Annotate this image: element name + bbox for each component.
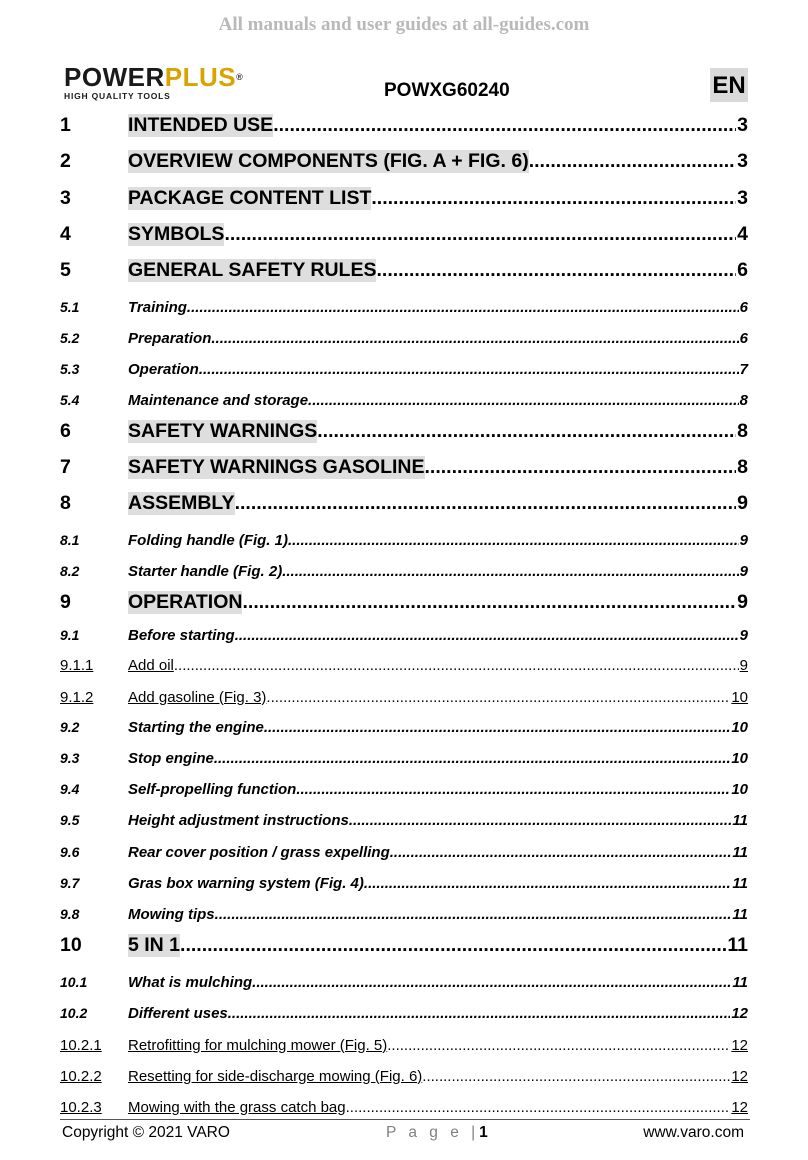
toc-entry[interactable] [60,525,748,555]
toc-entry-page: 11 [732,874,748,892]
toc-entry-title: SAFETY WARNINGS [128,419,318,442]
footer-divider [60,1119,750,1120]
toc-entry-page: 9 [739,562,748,580]
toc-dot-leader [224,223,736,246]
toc-entry-page: 11 [732,905,748,923]
toc-dot-leader [252,974,731,991]
toc-entry-title: Before starting [128,626,235,644]
toc-entry-page: 10 [731,688,748,706]
toc-entry[interactable] [60,385,748,415]
toc-dot-leader [266,689,730,706]
toc-entry-page: 3 [737,186,748,209]
toc-entry[interactable] [60,805,748,835]
toc-entry-number: 5.2 [60,330,80,346]
watermark-text: All manuals and user guides at all-guides.com [218,14,590,35]
toc-entry-page: 6 [739,298,748,316]
toc-entry-number: 8.2 [60,563,80,579]
toc-entry[interactable] [60,323,748,353]
toc-entry-number: 9.6 [60,844,80,860]
toc-entry[interactable] [60,110,748,140]
toc-dot-leader [376,259,736,282]
toc-entry-number: 5.4 [60,392,80,408]
toc-entry[interactable] [60,868,748,898]
toc-entry[interactable] [60,219,748,249]
toc-dot-leader [235,627,739,644]
toc-entry[interactable] [60,837,748,867]
toc-entry-page: 10 [731,718,748,736]
toc-entry-number: 9.4 [60,781,80,797]
toc-entry-number: 10.2.2 [60,1067,102,1085]
footer-website: www.varo.com [643,1124,744,1141]
toc-dot-leader [211,330,738,347]
toc-entry-page: 8 [739,391,748,409]
toc-dot-leader [425,456,737,479]
toc-entry-page: 12 [731,1098,748,1116]
toc-entry[interactable] [60,930,748,960]
toc-entry-number: 9.7 [60,875,80,891]
toc-entry-title: Starting the engine [128,718,264,736]
toc-entry-number: 10 [60,933,82,956]
toc-entry-title: Stop engine [128,749,214,767]
toc-entry[interactable] [60,183,748,213]
toc-entry-title: GENERAL SAFETY RULES [128,258,377,281]
toc-entry-title: OPERATION [128,590,243,613]
toc-entry-page: 9 [737,491,748,514]
toc-entry-page: 11 [732,843,748,861]
toc-entry-title: Maintenance and storage [128,391,309,409]
toc-entry-title: SAFETY WARNINGS GASOLINE [128,455,425,478]
toc-entry-title: Height adjustment instructions [128,811,349,829]
toc-entry-number: 10.2.1 [60,1036,102,1054]
toc-entry-title: Resetting for side-discharge mowing (Fig. 6) [128,1067,423,1085]
toc-entry-title: Training [128,298,187,316]
language-badge: EN [710,68,748,102]
toc-dot-leader [422,1068,730,1085]
toc-dot-leader [273,114,736,137]
toc-dot-leader [199,361,739,378]
toc-entry-page: 10 [731,780,748,798]
toc-entry[interactable] [60,967,748,997]
toc-entry-number: 8 [60,491,71,514]
toc-entry-number: 9.5 [60,812,80,828]
toc-entry-page: 12 [731,1004,748,1022]
toc-entry-title: Mowing tips [128,905,215,923]
toc-dot-leader [349,812,732,829]
footer-page-label: P a g e | [386,1124,480,1141]
toc-entry-number: 4 [60,222,71,245]
toc-entry-page: 9 [739,531,748,549]
toc-entry-number: 2 [60,149,71,172]
toc-entry-page: 9 [737,590,748,613]
toc-entry-number: 5.3 [60,361,80,377]
toc-entry[interactable] [60,488,748,518]
toc-dot-leader [390,844,732,861]
toc-entry[interactable] [60,354,748,384]
toc-entry-page: 4 [737,222,748,245]
toc-dot-leader [242,591,736,614]
toc-dot-leader [308,392,739,409]
toc-entry-page: 3 [737,149,748,172]
toc-entry-number: 10.2.3 [60,1098,102,1116]
toc-dot-leader [214,750,730,767]
toc-entry[interactable] [60,743,748,773]
toc-dot-leader [215,906,732,923]
toc-entry-number: 9.2 [60,719,80,735]
toc-dot-leader [371,187,736,210]
toc-entry-number: 9.1.2 [60,688,94,706]
logo-plus: PLUS [164,62,237,92]
toc-dot-leader [387,1037,730,1054]
toc-entry-title: Operation [128,360,199,378]
toc-entry-title: OVERVIEW COMPONENTS (FIG. A + FIG. 6) [128,149,529,172]
toc-entry-number: 9.3 [60,750,80,766]
toc-entry-page: 10 [731,749,748,767]
toc-entry-number: 5.1 [60,299,80,315]
toc-entry-number: 3 [60,186,71,209]
toc-entry-title: Preparation [128,329,212,347]
toc-entry-title: Add oil [128,656,174,674]
logo-power: POWER [64,62,165,92]
toc-entry[interactable] [60,712,748,742]
toc-entry[interactable] [60,650,748,680]
footer-copyright: Copyright © 2021 VARO [62,1124,230,1141]
logo-wordmark [64,64,264,90]
toc-entry-page: 3 [737,113,748,136]
toc-dot-leader [282,563,738,580]
toc-entry-page: 9 [739,656,748,674]
toc-entry-page: 6 [739,329,748,347]
toc-entry-page: 7 [739,360,748,378]
toc-entry-title: Folding handle (Fig. 1) [128,531,288,549]
toc-entry-number: 5 [60,258,71,281]
toc-dot-leader [180,934,726,957]
model-number: POWXG60240 [384,80,510,101]
toc-entry[interactable] [60,556,748,586]
logo-registered-mark: ® [236,72,244,82]
toc-entry-page: 11 [727,933,748,956]
toc-entry-page: 6 [737,258,748,281]
toc-entry[interactable] [60,1061,748,1091]
toc-entry-title: Retrofitting for mulching mower (Fig. 5) [128,1036,388,1054]
toc-entry[interactable] [60,452,748,482]
toc-dot-leader [288,532,739,549]
toc-entry-page: 8 [737,419,748,442]
toc-entry-number: 10.2 [60,1005,88,1021]
toc-dot-leader [187,299,739,316]
toc-entry[interactable] [60,899,748,929]
toc-entry[interactable] [60,774,748,804]
toc-entry-page: 11 [732,973,748,991]
footer-page-indicator [386,1124,488,1142]
toc-entry-title: PACKAGE CONTENT LIST [128,186,372,209]
toc-entry-number: 6 [60,419,71,442]
toc-entry-title: Add gasoline (Fig. 3) [128,688,267,706]
toc-entry[interactable] [60,587,748,617]
toc-dot-leader [317,420,736,443]
toc-entry-number: 10.1 [60,974,88,990]
toc-entry-title: SYMBOLS [128,222,225,245]
logo-tagline: HIGH QUALITY TOOLS [64,91,171,101]
toc-entry[interactable] [60,292,748,322]
toc-entry-page: 8 [737,455,748,478]
toc-entry[interactable] [60,620,748,650]
toc-entry-title: Gras box warning system (Fig. 4) [128,874,364,892]
toc-entry-page: 12 [731,1036,748,1054]
toc-entry-title: Rear cover position / grass expelling [128,843,390,861]
toc-entry-number: 9 [60,590,71,613]
toc-entry-number: 9.8 [60,906,80,922]
toc-entry-title: Different uses [128,1004,228,1022]
toc-entry-title: Starter handle (Fig. 2) [128,562,283,580]
toc-dot-leader [346,1099,731,1116]
toc-entry[interactable] [60,682,748,712]
toc-entry[interactable] [60,1092,748,1122]
toc-entry-number: 1 [60,113,71,136]
toc-dot-leader [529,150,736,173]
toc-entry[interactable] [60,998,748,1028]
toc-entry-page: 12 [731,1067,748,1085]
toc-entry-number: 8.1 [60,532,80,548]
toc-entry-number: 9.1 [60,627,80,643]
toc-entry-title: INTENDED USE [128,113,274,136]
toc-entry[interactable] [60,255,748,285]
toc-entry[interactable] [60,146,748,176]
toc-entry-title: What is mulching [128,973,253,991]
toc-entry-number: 9.1.1 [60,656,94,674]
toc-dot-leader [174,657,739,674]
toc-entry[interactable] [60,416,748,446]
toc-dot-leader [235,492,737,515]
toc-entry-title: Mowing with the grass catch bag [128,1098,346,1116]
powerplus-logo [64,62,264,101]
toc-entry[interactable] [60,1030,748,1060]
toc-entry-page: 11 [732,811,748,829]
toc-entry-title: Self-propelling function [128,780,297,798]
toc-entry-page: 9 [739,626,748,644]
toc-entry-number: 7 [60,455,71,478]
footer-page-number: 1 [479,1124,488,1141]
toc-dot-leader [296,781,730,798]
toc-entry-title: 5 IN 1 [128,933,181,956]
toc-dot-leader [264,719,730,736]
toc-dot-leader [364,875,732,892]
toc-dot-leader [228,1005,731,1022]
toc-entry-title: ASSEMBLY [128,491,235,514]
